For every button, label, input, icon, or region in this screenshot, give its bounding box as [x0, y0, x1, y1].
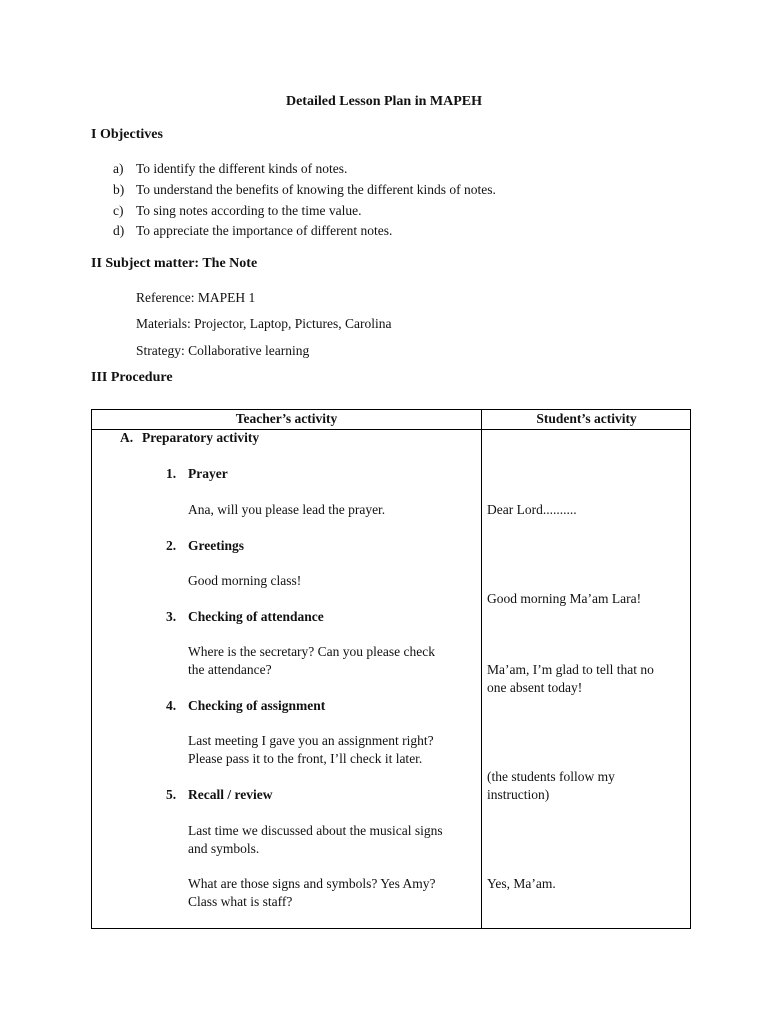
- section-title: Preparatory activity: [142, 430, 260, 445]
- teacher-activity-header: Teacher’s activity: [235, 411, 338, 426]
- step-number: 5.: [166, 787, 177, 802]
- objective-text: To sing notes according to the time value.: [136, 203, 362, 218]
- table-column-divider: [481, 410, 482, 928]
- teacher-line: What are those signs and symbols? Yes Amy?: [188, 876, 436, 891]
- step-title-recall: Recall / review: [188, 787, 273, 802]
- section-label: A.: [120, 430, 134, 445]
- teacher-line: and symbols.: [188, 841, 260, 856]
- teacher-line: Ana, will you please lead the prayer.: [188, 502, 386, 517]
- objectives-heading: I Objectives: [91, 127, 163, 142]
- objective-text: To appreciate the importance of different notes.: [136, 223, 393, 238]
- student-line: instruction): [487, 787, 550, 802]
- teacher-line: Class what is staff?: [188, 894, 293, 909]
- step-number: 4.: [166, 698, 177, 713]
- teacher-line: Last meeting I gave you an assignment right?: [188, 733, 434, 748]
- student-line: (the students follow my: [487, 769, 615, 784]
- objective-letter: a): [113, 161, 124, 176]
- procedure-heading: III Procedure: [91, 370, 173, 385]
- strategy-line: Strategy: Collaborative learning: [136, 343, 310, 358]
- objective-letter: b): [113, 182, 125, 197]
- step-title-assignment: Checking of assignment: [188, 698, 326, 713]
- objective-text: To understand the benefits of knowing the different kinds of notes.: [136, 182, 496, 197]
- student-activity-header: Student’s activity: [536, 411, 637, 426]
- teacher-line: Last time we discussed about the musical signs: [188, 823, 443, 838]
- teacher-line: Good morning class!: [188, 573, 302, 588]
- objective-text: To identify the different kinds of notes.: [136, 161, 348, 176]
- student-line: Good morning Ma’am Lara!: [487, 591, 642, 606]
- step-number: 3.: [166, 609, 177, 624]
- student-line: Ma’am, I’m glad to tell that no: [487, 662, 654, 677]
- step-number: 2.: [166, 538, 177, 553]
- reference-line: Reference: MAPEH 1: [136, 290, 256, 305]
- preparatory-activity-heading: [120, 430, 259, 446]
- objective-letter: c): [113, 203, 124, 218]
- document-title: Detailed Lesson Plan in MAPEH: [285, 94, 482, 109]
- teacher-line: Where is the secretary? Can you please check: [188, 644, 436, 659]
- step-number: 1.: [166, 466, 177, 481]
- teacher-line: Please pass it to the front, I’ll check it later.: [188, 751, 423, 766]
- student-line: one absent today!: [487, 680, 583, 695]
- subject-matter-heading: II Subject matter: The Note: [91, 256, 258, 271]
- step-title-prayer: Prayer: [188, 466, 228, 481]
- student-line: Yes, Ma’am.: [487, 876, 556, 891]
- objective-letter: d): [113, 223, 125, 238]
- step-title-attendance: Checking of attendance: [188, 609, 324, 624]
- student-line: Dear Lord..........: [487, 502, 577, 517]
- step-title-greetings: Greetings: [188, 538, 244, 553]
- materials-line: Materials: Projector, Laptop, Pictures, Carolina: [136, 316, 392, 331]
- teacher-line: the attendance?: [188, 662, 272, 677]
